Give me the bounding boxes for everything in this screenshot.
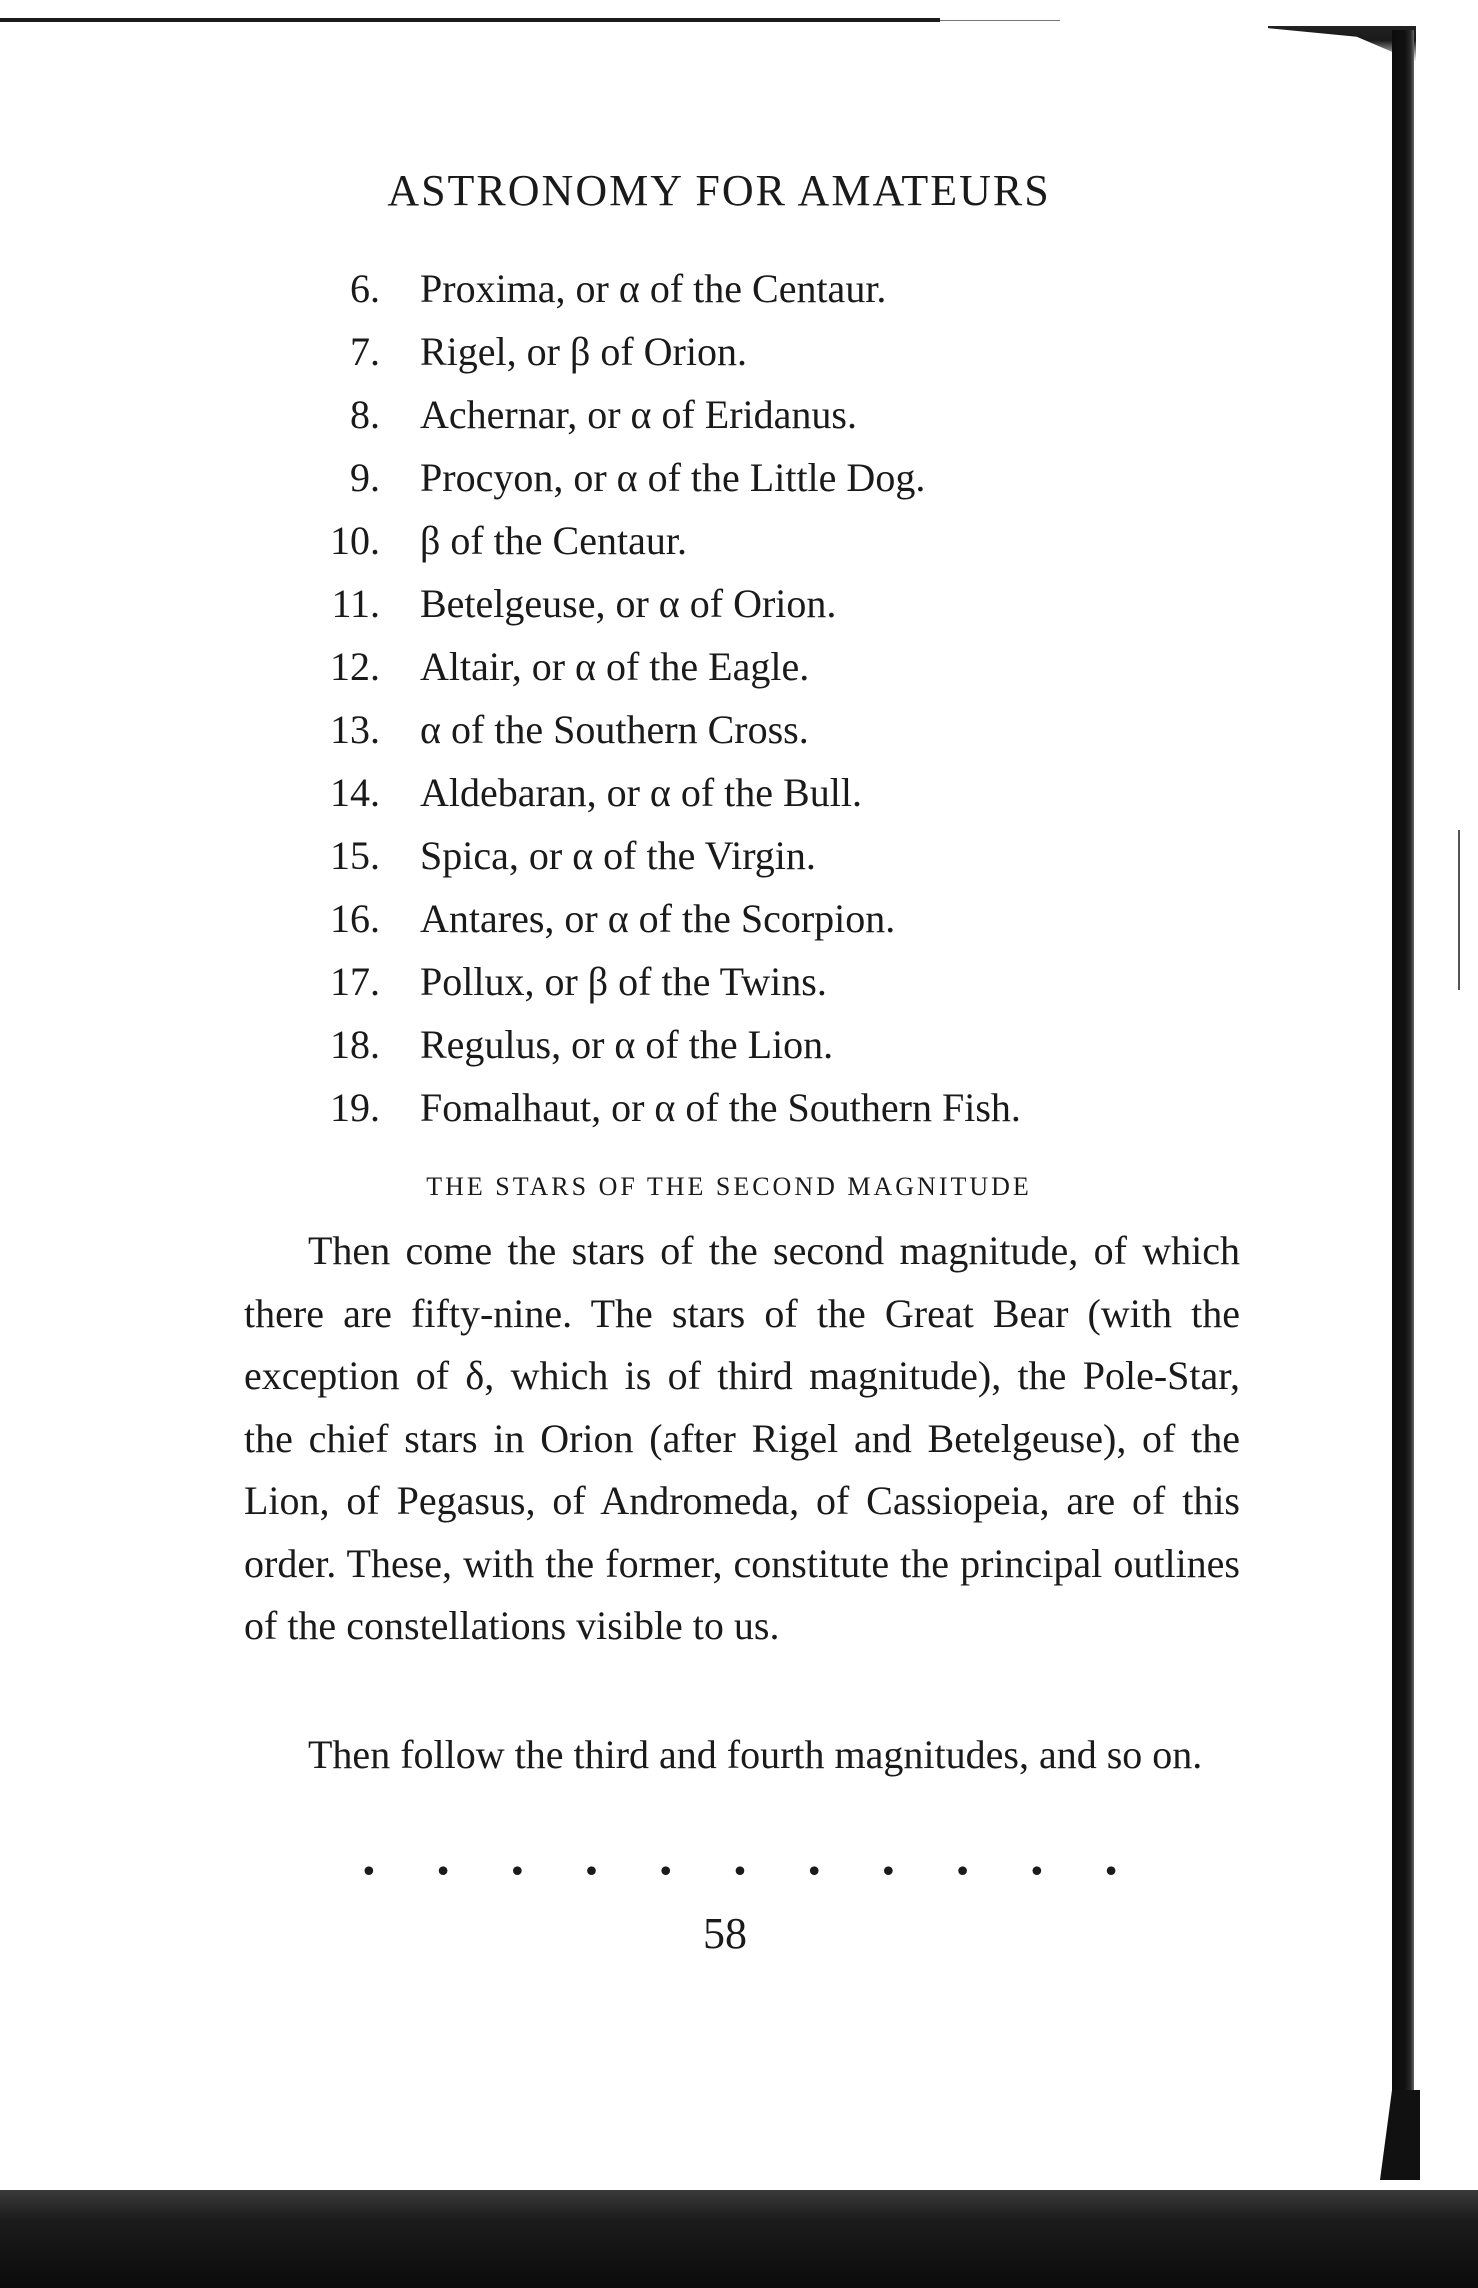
section-heading-text: THE STARS OF THE SECOND MAGNITUDE [426, 1172, 1032, 1201]
ornament-dot: • [656, 1855, 675, 1890]
top-rule [0, 18, 940, 22]
list-item [300, 383, 1200, 446]
page-edge-line [1458, 830, 1460, 990]
list-text: Proxima, or α of the Centaur. [420, 266, 887, 311]
running-head [0, 165, 1478, 216]
star-list [300, 257, 1200, 1139]
ornament-dot: • [360, 1855, 378, 1890]
list-number: 16. [330, 896, 380, 941]
list-item [300, 257, 1200, 320]
list-number: 17. [330, 959, 380, 1004]
list-number: 19. [330, 1085, 380, 1130]
list-text: Procyon, or α of the Little Dog. [420, 455, 926, 500]
list-number: 13. [330, 707, 380, 752]
list-text: Antares, or α of the Scorpion. [420, 896, 896, 941]
list-text: Rigel, or β of Orion. [420, 329, 747, 374]
list-item [300, 761, 1200, 824]
list-number: 18. [330, 1022, 380, 1067]
list-item [300, 887, 1200, 950]
list-item [300, 698, 1200, 761]
list-number: 15. [330, 833, 380, 878]
ornament-dot: • [508, 1855, 527, 1890]
list-text: Pollux, or β of the Twins. [420, 959, 827, 1004]
list-text: Spica, or α of the Virgin. [420, 833, 816, 878]
ornament-dot: • [731, 1855, 749, 1890]
list-item [300, 635, 1200, 698]
bottom-scan-band [0, 2190, 1478, 2288]
list-item [300, 950, 1200, 1013]
list-number: 9. [350, 455, 380, 500]
ornament-dot: • [1027, 1855, 1046, 1890]
page-number [0, 1908, 1478, 1959]
list-number: 12. [330, 644, 380, 689]
list-number: 11. [331, 581, 380, 626]
ornament-dot-row [360, 1855, 1120, 1890]
list-item [300, 1076, 1200, 1139]
list-text: Regulus, or α of the Lion. [420, 1022, 834, 1067]
list-text: Altair, or α of the Eagle. [420, 644, 810, 689]
book-spine-shadow [1392, 30, 1414, 2160]
ornament-dot: • [434, 1855, 452, 1890]
list-number: 7. [350, 329, 380, 374]
list-number: 6. [350, 266, 380, 311]
list-text: Aldebaran, or α of the Bull. [420, 770, 862, 815]
top-rule-fade [940, 20, 1060, 21]
running-head-text: ASTRONOMY FOR AMATEURS [387, 166, 1051, 215]
section-heading [0, 1172, 1478, 1202]
body-paragraph-1: Then come the stars of the second magnitude, of which there are fifty-nine. The stars of the Great Bear (with the exception of δ, which is of third magnitude), the Pole-Star, the chief stars in Orion (after Rigel and Betelgeuse), of the Lion, of Pegasus, of Andromeda, of Cassiopeia, are of this order. These, with the former, constitute the principal outlines of the constellations visible to us. [244, 1228, 1240, 1648]
list-item [300, 824, 1200, 887]
list-item [300, 572, 1200, 635]
list-text: Fomalhaut, or α of the Southern Fish. [420, 1085, 1021, 1130]
ornament-dot: • [805, 1855, 824, 1890]
list-number: 10. [330, 518, 380, 563]
list-text: β of the Centaur. [420, 518, 687, 563]
list-text: α of the Southern Cross. [420, 707, 809, 752]
list-number: 14. [330, 770, 380, 815]
list-item [300, 1013, 1200, 1076]
list-text: Betelgeuse, or α of Orion. [420, 581, 837, 626]
spine-bottom-shadow [1380, 2090, 1420, 2180]
ornament-dot: • [582, 1855, 601, 1890]
list-item [300, 446, 1200, 509]
ornament-dot: • [953, 1855, 972, 1890]
page-number-text: 58 [703, 1909, 747, 1958]
list-number: 8. [350, 392, 380, 437]
body-paragraph-2: Then follow the third and fourth magnitudes, and so on. [308, 1732, 1203, 1777]
ornament-dot: • [1102, 1855, 1120, 1890]
list-item [300, 320, 1200, 383]
list-text: Achernar, or α of Eridanus. [420, 392, 857, 437]
list-item [300, 509, 1200, 572]
ornament-dot: • [879, 1855, 898, 1890]
